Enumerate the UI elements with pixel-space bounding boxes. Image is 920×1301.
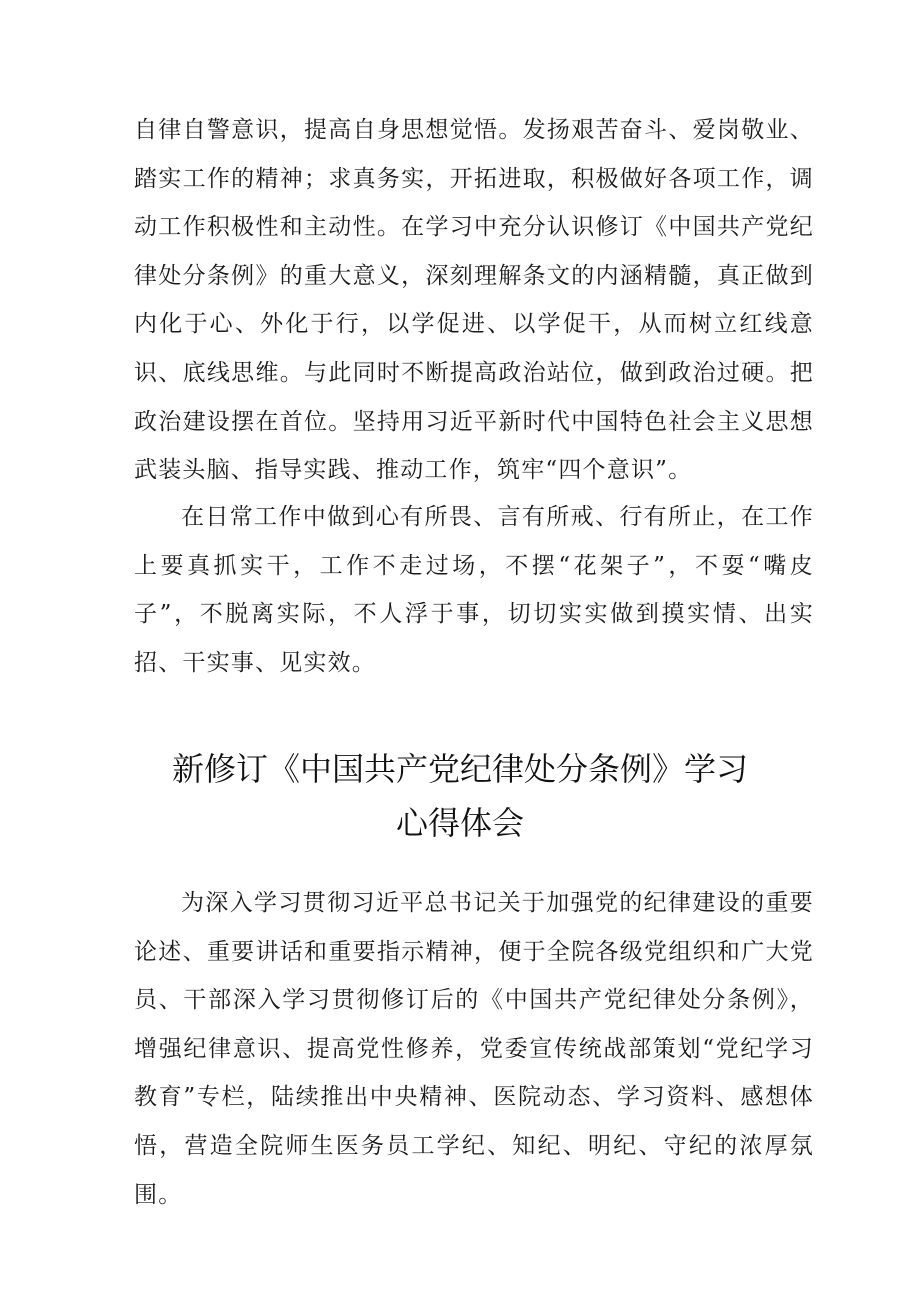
body-paragraph: 为深入学习贯彻习近平总书记关于加强党的纪律建设的重要论述、重要讲话和重要指示精神，便于全院各级党组织和广大党员、干部深入学习贯彻修订后的《中国共产党纪律处分条例》，增强纪律意识、提高党性修养，党委宣传统战部策划“党纪学习教育”专栏，陆续推出中央精神、医院动态、学习资料、感想体悟，营造全院师生医务员工学纪、知纪、明纪、守纪的浓厚氛围。 <box>134 890 814 1208</box>
section-title <box>100 742 820 850</box>
section-title-line-1: 新修订《中国共产党纪律处分条例》学习 <box>171 750 748 788</box>
body-paragraph-continued: 自律自警意识，提高自身思想觉悟。发扬艰苦奋斗、爱岗敬业、踏实工作的精神；求真务实，开拓进取，积极做好各项工作，调动工作积极性和主动性。在学习中充分认识修订《中国共产党纪律处分条例》的重大意义，深刻理解条文的内涵精髓，真正做到内化于心、外化于行，以学促进、以学促干，从而树立红线意识、底线思维。与此同时不断提高政治站位，做到政治过硬。把政治建设摆在首位。坚持用习近平新时代中国特色社会主义思想武装头脑、指导实践、推动工作，筑牢“四个意识”。 <box>134 117 814 484</box>
section-title-line-2: 心得体会 <box>395 804 524 842</box>
body-paragraph: 在日常工作中做到心有所畏、言有所戒、行有所止，在工作上要真抓实干，工作不走过场，不摆“花架子”，不耍“嘴皮子”，不脱离实际，不人浮于事，切切实实做到摸实情、出实招、干实事、见实效。 <box>134 504 814 676</box>
